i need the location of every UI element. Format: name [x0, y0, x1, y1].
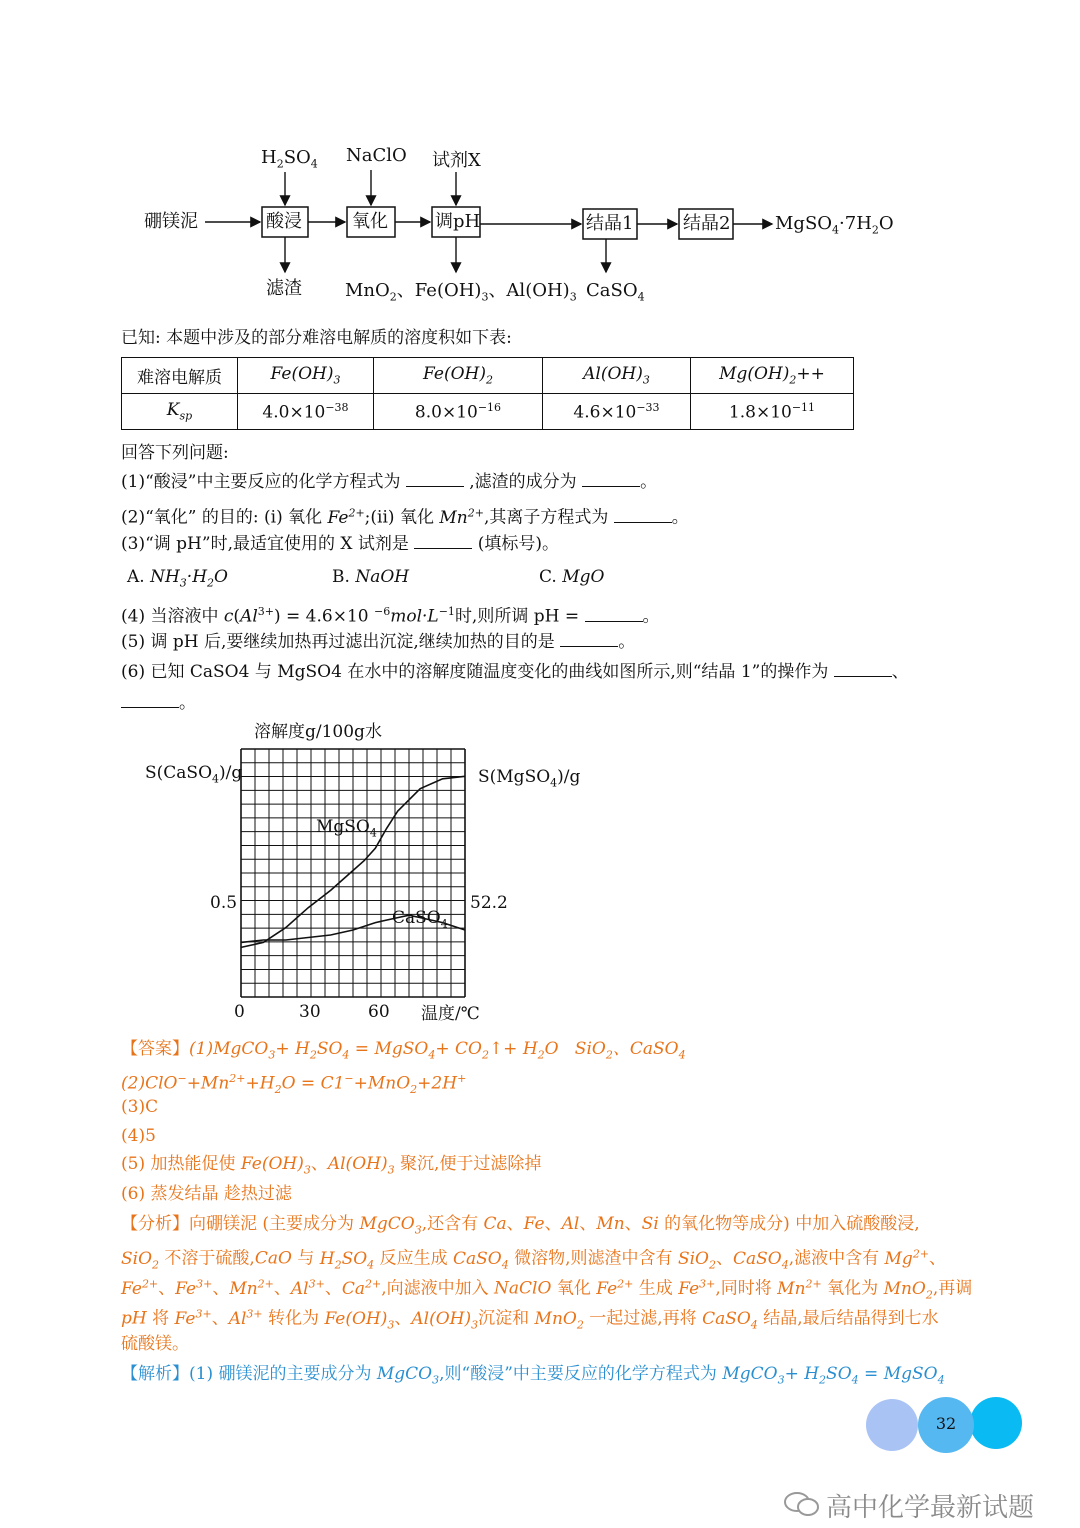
q1-text: (1)“酸浸”中主要反应的化学方程式为 — [121, 472, 401, 492]
q6-text: (6) 已知 CaSO4 与 MgSO4 在水中的溶解度随温度变化的曲线如图所示,则“结晶 1”的操作为 — [121, 662, 829, 682]
question-2: (2)“氧化” 的目的: (i) 氧化 $Fe^{2+};(ii)$ 氧化 $Mn^{2+}$,其离子方程式为 。 — [121, 506, 689, 528]
chart-ylabel-left: S(CaSO$_4$)/g — [145, 763, 243, 786]
answer-line-6: (6) 蒸发结晶 趁热过滤 — [121, 1184, 292, 1204]
q2-text-b: ;(ii) 氧化 — [364, 507, 434, 528]
table-header-cell: $Fe(OH)_2$ — [374, 358, 543, 394]
question-6-cont: 。 — [121, 692, 196, 714]
q4-text-a: (4) 当溶液中 — [121, 606, 219, 627]
question-5: (5) 调 pH 后,要继续加热再过滤出沉淀,继续加热的目的是 。 — [121, 632, 636, 652]
page-number: 32 — [935, 1414, 957, 1433]
input-reagent: 试剂X — [432, 150, 481, 171]
question-6: (6) 已知 CaSO4 与 MgSO4 在水中的溶解度随温度变化的曲线如图所示,则“结晶 1”的操作为 、 — [121, 662, 909, 682]
analysis-line-3: $Fe^{2+}$、$Fe^{3+}$、$Mn^{2+}$、$Al^{3+}$、$Ca^{2+}$,向滤液中加入 NaClO 氧化 $Fe^{2+}$ 生成 $Fe^{3+}$,同时将 $Mn^{2+}$ 氧化为 MnO$_2$,再调 — [121, 1277, 973, 1302]
analysis-line-4: pH 将 $Fe^{3+}$、$Al^{3+}$ 转化为 $Fe(OH)_3$、$Al(OH)_3$沉淀和 MnO$_2$ 一起过滤,再将 CaSO$_4$ 结晶,最后结晶得到七水 — [121, 1307, 939, 1332]
table-row — [122, 394, 854, 430]
analysis-line-2: SiO$_2$ 不溶于硫酸,CaO 与 $H_2SO_4$ 反应生成 CaSO$_4$ 微溶物,则滤渣中含有 SiO$_2$、CaSO$_4$,滤液中含有 $Mg^{2+}$、 — [121, 1247, 947, 1272]
question-1: (1)“酸浸”中主要反应的化学方程式为 ,滤渣的成分为 。 — [121, 472, 658, 492]
q3-text: (3)“调 pH”时,最适宜使用的 X 试剂是 — [121, 534, 409, 554]
table-row-label: $K_{sp}$ — [122, 394, 238, 430]
chart-ylabel-right: S(MgSO$_4$)/g — [478, 767, 581, 790]
chart-xtick: 30 — [299, 1002, 321, 1022]
table-cell: $4.0\times 10^{-38}$ — [238, 394, 374, 430]
table-header-cell: $Al(OH)_3$ — [543, 358, 691, 394]
process-flowchart — [0, 0, 1080, 320]
q2-text-c: ,其离子方程式为 — [483, 507, 609, 528]
answer-line-2: $(2)ClO^-+Mn^{2+}+H_2O = C1^-+MnO_2+2H^+$ — [121, 1072, 467, 1097]
box-label-adjust-ph: 调pH — [435, 211, 481, 232]
table-cell: $8.0\times 10^{-16}$ — [374, 394, 543, 430]
q1-text-b: ,滤渣的成分为 — [469, 472, 577, 492]
box-label-crystal-2: 结晶2 — [683, 213, 731, 234]
box-label-acid-leach: 酸浸 — [266, 211, 302, 232]
q2-text-a: (2)“氧化” 的目的: (i) 氧化 — [121, 507, 323, 528]
option-c: C. MgO — [539, 567, 605, 587]
answer-line-5: (5) 加热能促使 $Fe(OH)_3$、$Al(OH)_3$ 聚沉,便于过滤除掉 — [121, 1154, 542, 1177]
chart-title: 溶解度g/100g水 — [254, 722, 382, 742]
chart-xtick: 60 — [368, 1002, 390, 1022]
analysis-line-5: 硫酸镁。 — [121, 1334, 189, 1354]
chart-xlabel: 温度/℃ — [421, 1004, 480, 1024]
page-circle-right — [970, 1397, 1022, 1449]
answer-line-1: 【答案】(1)MgCO$_3$+ $H_2SO_4$ = MgSO$_4$+ $CO_2↑+ H_2O$ SiO$_2$、CaSO$_4$ — [121, 1039, 686, 1062]
table-header-cell: $Mg(OH)_2++$ — [691, 358, 854, 394]
question-3 — [121, 533, 559, 555]
product: $MgSO_4\cdot 7H_2O$ — [775, 213, 894, 237]
option-b: B. NaOH — [332, 567, 410, 587]
q3-text-b: (填标号)。 — [477, 534, 559, 554]
page-number-badge — [918, 1397, 974, 1453]
page-circle-left — [866, 1399, 918, 1451]
input-acid: $H_2SO_4$ — [261, 147, 318, 171]
table-header-cell: $Fe(OH)_3$ — [238, 358, 374, 394]
input-oxidant: NaClO — [346, 145, 407, 166]
analysis-tag: 【分析】 — [121, 1214, 189, 1234]
watermark: 高中化学最新试题 — [826, 1493, 1035, 1523]
answer-tag: 【答案】 — [121, 1039, 189, 1059]
option-a: A. $NH_3\cdot H_2O$ — [127, 567, 228, 590]
q4-text-b: 时,则所调 pH = — [454, 606, 580, 627]
box-label-crystal-1: 结晶1 — [586, 213, 634, 234]
solution-line-1: 【解析】(1) 硼镁泥的主要成分为 MgCO$_3$,则“酸浸”中主要反应的化学方程式为 MgCO$_3$+ $H_2SO_4$ = MgSO$_4$ — [121, 1364, 945, 1387]
wechat-icon — [782, 1488, 822, 1522]
question-4: (4) 当溶液中 $c(Al^{3+}) = 4.6\times 10$ $^{-6}mol\cdot L^{-1}$时,则所调 pH = 。 — [121, 605, 660, 627]
answer-line-4: (4)5 — [121, 1126, 156, 1146]
chart-right-tick: 52.2 — [470, 893, 508, 913]
box-label-oxidize: 氧化 — [352, 211, 388, 232]
chart-left-tick: 0.5 — [210, 893, 238, 913]
output-residue: 滤渣 — [266, 278, 302, 299]
q5-text: (5) 调 pH 后,要继续加热再过滤出沉淀,继续加热的目的是 — [121, 632, 555, 652]
table-header-cell: 难溶电解质 — [122, 358, 238, 394]
series-label-caso4: CaSO$_4$ — [392, 908, 448, 931]
output-precipitates: MnO$_2$、$Fe(OH)_3$、$Al(OH)_3$ — [345, 280, 577, 304]
raw-material: 硼镁泥 — [144, 211, 198, 232]
output-caso4: CaSO$_4$ — [586, 280, 645, 304]
table-cell: $4.6\times 10^{-33}$ — [543, 394, 691, 430]
series-label-mgso4: MgSO$_4$ — [316, 817, 377, 840]
questions-intro: 回答下列问题: — [121, 443, 229, 463]
analysis-line-1: 【分析】向硼镁泥 (主要成分为 MgCO$_3$,还含有 Ca、Fe、Al、Mn、Si 的氧化物等成分) 中加入硫酸酸浸, — [121, 1214, 920, 1237]
table-cell: $1.8\times 10^{-11}$ — [691, 394, 854, 430]
answer-line-3: (3)C — [121, 1097, 159, 1117]
ksp-table — [121, 357, 854, 430]
known-text: 已知: 本题中涉及的部分难溶电解质的溶度积如下表: — [121, 328, 512, 348]
table-row — [122, 358, 854, 394]
chart-xtick: 0 — [234, 1002, 245, 1022]
solution-tag: 【解析】 — [121, 1364, 189, 1384]
